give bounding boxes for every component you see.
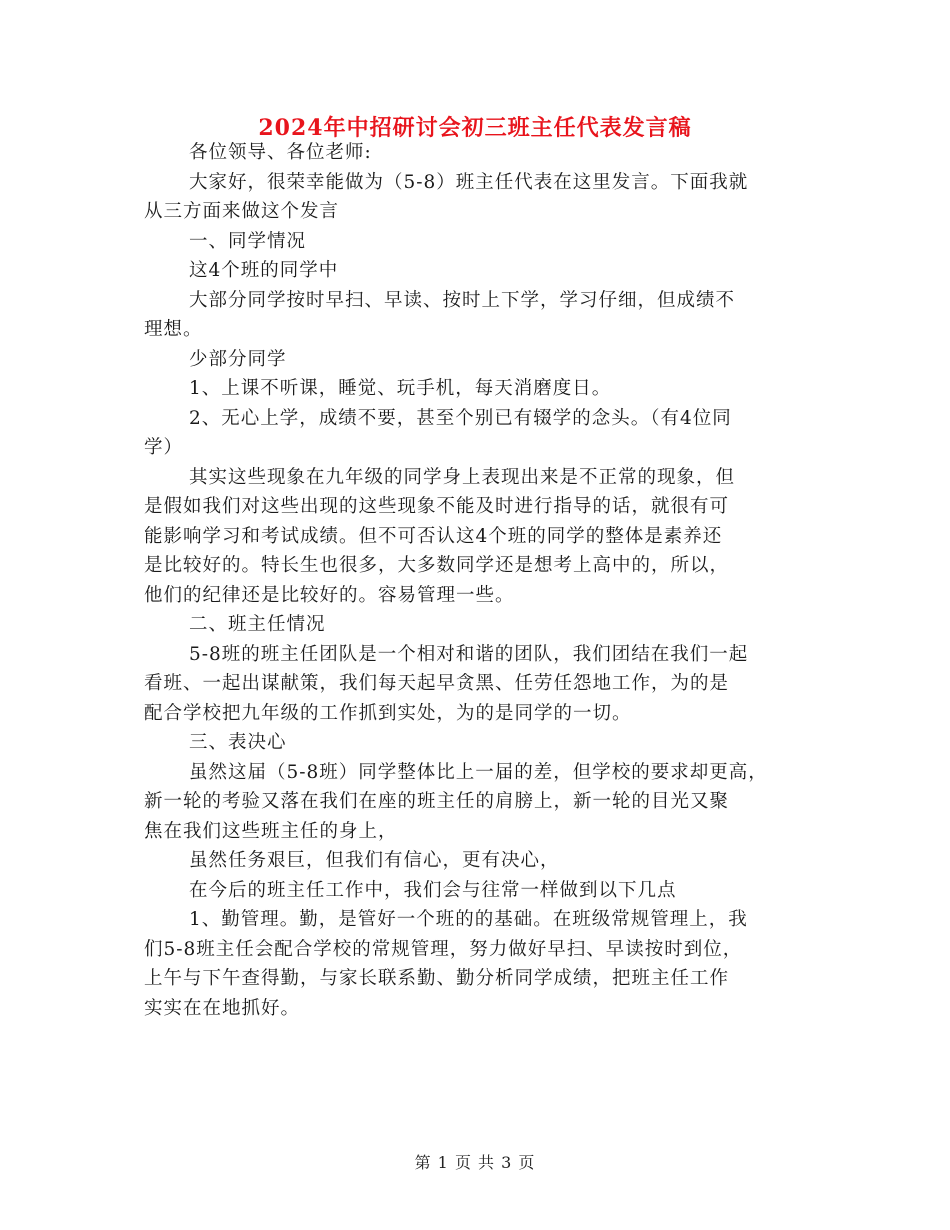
page-footer: 第 1 页 共 3 页 (414, 1153, 536, 1172)
body-text-line: 实实在在地抓好。 (144, 997, 301, 1019)
body-text-line: 们5-8班主任会配合学校的常规管理，努力做好早扫、早读按时到位， (144, 938, 743, 960)
body-text-line: 他们的纪律还是比较好的。容易管理一些。 (144, 584, 515, 606)
body-text-line: 1、上课不听课，睡觉、玩手机，每天消磨度日。 (189, 378, 612, 399)
body-text-line: 少部分同学 (189, 348, 287, 370)
body-text-line: 其实这些现象在九年级的同学身上表现出来是不正常的现象，但 (189, 466, 736, 488)
body-text-line: 二、班主任情况 (189, 614, 326, 635)
body-text-line: 学） (144, 437, 184, 458)
body-text-line: 理想。 (144, 319, 203, 340)
body-text-line: 大部分同学按时早扫、早读、按时上下学，学习仔细，但成绩不 (189, 289, 736, 311)
body-text-line: 是比较好的。特长生也很多，大多数同学还是想考上高中的，所以， (144, 555, 730, 576)
body-text-line: 一、同学情况 (189, 230, 307, 252)
body-text-line: 从三方面来做这个发言 (144, 201, 340, 222)
body-text-line: 焦在我们这些班主任的身上， (144, 820, 398, 842)
body-text-line: 三、表决心 (189, 732, 287, 753)
document-title: 2024年中招研讨会初三班主任代表发言稿 (258, 115, 692, 141)
body-text-line: 在今后的班主任工作中，我们会与往常一样做到以下几点 (189, 879, 677, 901)
body-text-line: 5-8班的班主任团队是一个相对和谐的团队，我们团结在我们一起 (189, 643, 749, 665)
body-text-line: 大家好，很荣幸能做为（5-8）班主任代表在这里发言。下面我就 (189, 171, 749, 193)
body-text-line: 配合学校把九年级的工作抓到实处，为的是同学的一切。 (144, 702, 632, 724)
body-text-line: 上午与下午查得勤，与家长联系勤、勤分析同学成绩，把班主任工作 (144, 968, 730, 989)
body-text-line: 是假如我们对这些出现的这些现象不能及时进行指导的话，就很有可 (144, 496, 730, 517)
body-text-line: 新一轮的考验又落在我们在座的班主任的肩膀上，新一轮的目光又聚 (144, 791, 730, 812)
body-text-line: 虽然任务艰巨，但我们有信心，更有决心， (189, 850, 560, 871)
body-text-line: 这4个班的同学中 (189, 260, 339, 281)
body-text-line: 各位领导、各位老师: (189, 142, 372, 163)
body-text-line: 能影响学习和考试成绩。但不可否认这4个班的同学的整体是素养还 (144, 525, 723, 547)
body-text-line: 看班、一起出谋献策，我们每天起早贪黑、任劳任怨地工作，为的是 (144, 673, 730, 694)
body-text-line: 虽然这届（5-8班）同学整体比上一届的差，但学校的要求却更高， (189, 761, 768, 783)
document-body (144, 138, 812, 1023)
body-text-line: 1、勤管理。勤，是管好一个班的的基础。在班级常规管理上，我 (189, 909, 748, 930)
body-text-line: 2、无心上学，成绩不要，甚至个别已有辍学的念头。（有4位同 (189, 407, 732, 429)
